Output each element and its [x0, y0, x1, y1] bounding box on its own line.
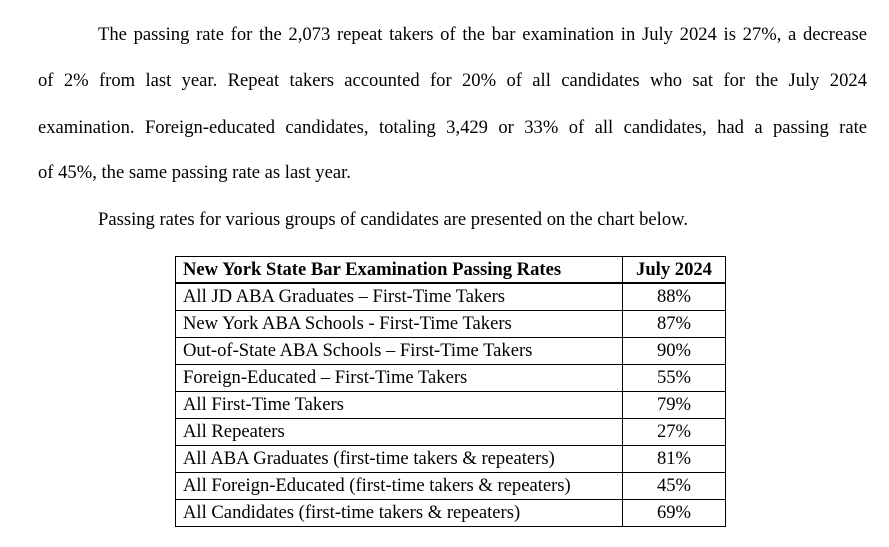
table-row [176, 311, 726, 338]
row-group: All Foreign-Educated (first-time takers & repeaters) [176, 473, 623, 500]
row-group: Out-of-State ABA Schools – First-Time Takers [176, 338, 623, 365]
table-row [176, 392, 726, 419]
paragraph-1-line-3: examination. Foreign-educated candidates, totaling 3,429 or 33% of all candidates, had a passing rate [38, 117, 867, 138]
row-group: All ABA Graduates (first-time takers & repeaters) [176, 446, 623, 473]
paragraph-2: Passing rates for various groups of candidates are presented on the chart below. [98, 209, 688, 230]
row-group: All Candidates (first-time takers & repeaters) [176, 500, 623, 527]
row-group: All Repeaters [176, 419, 623, 446]
row-rate: 55% [623, 365, 726, 392]
table-header-row [176, 257, 726, 284]
paragraph-1-line-4: of 45%, the same passing rate as last year. [38, 162, 351, 183]
row-group: All JD ABA Graduates – First-Time Takers [176, 283, 623, 311]
header-rate: July 2024 [623, 257, 726, 284]
row-rate: 88% [623, 283, 726, 311]
passing-rates-table [175, 256, 726, 527]
row-rate: 45% [623, 473, 726, 500]
table-row [176, 446, 726, 473]
table-row [176, 419, 726, 446]
header-group: New York State Bar Examination Passing Rates [176, 257, 623, 284]
row-rate: 81% [623, 446, 726, 473]
row-group: New York ABA Schools - First-Time Takers [176, 311, 623, 338]
paragraph-1-line-1: The passing rate for the 2,073 repeat takers of the bar examination in July 2024 is 27%, a decrease [98, 24, 867, 45]
row-rate: 79% [623, 392, 726, 419]
row-rate: 27% [623, 419, 726, 446]
table-row [176, 365, 726, 392]
paragraph-1-line-2: of 2% from last year. Repeat takers accounted for 20% of all candidates who sat for the July 2024 [38, 70, 867, 91]
row-group: Foreign-Educated – First-Time Takers [176, 365, 623, 392]
table-row [176, 283, 726, 311]
row-group: All First-Time Takers [176, 392, 623, 419]
row-rate: 87% [623, 311, 726, 338]
table-row [176, 500, 726, 527]
table-row [176, 338, 726, 365]
row-rate: 69% [623, 500, 726, 527]
table-row [176, 473, 726, 500]
row-rate: 90% [623, 338, 726, 365]
